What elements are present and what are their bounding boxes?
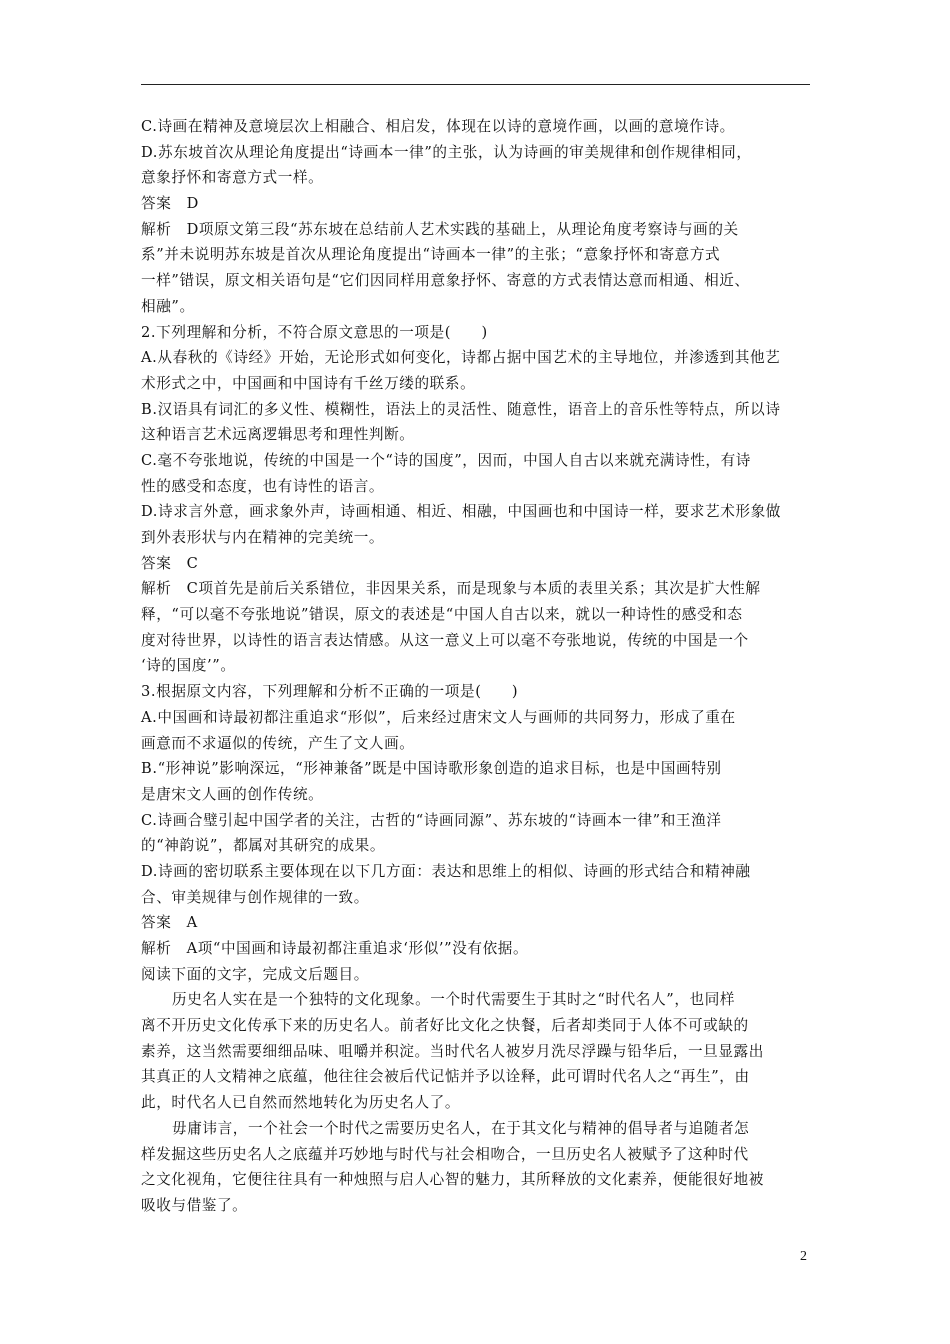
text-line: 画意而不求逼似的传统，产生了文人画。 (141, 734, 415, 752)
instruction-line: 阅读下面的文字，完成文后题目。 (141, 965, 369, 983)
passage-line: 吸收与借鉴了。 (141, 1196, 248, 1214)
text-line: 到外表形状与内在精神的完美统一。 (141, 529, 385, 546)
analysis-line: 解析 D项原文第三段“苏东坡在总结前人艺术实践的基础上，从理论角度考察诗与画的关 (141, 220, 739, 238)
text-line: C.诗画合璧引起中国学者的关注，古哲的“诗画同源”、苏东坡的“诗画本一律”和王渔洋 (141, 811, 722, 829)
answer-line: 答案 D (141, 195, 199, 213)
passage-line: 离不开历史文化传承下来的历史名人。前者好比文化之快餐，后者却类同于人体不可或缺的 (141, 1017, 749, 1035)
text-line: 是唐宋文人画的创作传统。 (141, 785, 324, 803)
text-line: 一样”错误，原文相关语句是“它们因同样用意象抒怀、寄意的方式表情达意而相通、相近、 (141, 272, 750, 290)
analysis-line: 解析 C项首先是前后关系错位，非因果关系，而是现象与本质的表里关系；其次是扩大性解 (141, 580, 761, 598)
text-line: C.诗画在精神及意境层次上相融合、相启发，体现在以诗的意境作画，以画的意境作诗。 (141, 118, 735, 135)
text-line: C.毫不夸张地说，传统的中国是一个“诗的国度”，因而，中国人自古以来就充满诗性，有诗 (141, 451, 751, 469)
analysis-line: 解析 A项“中国画和诗最初都注重追求‘形似’”没有依据。 (141, 940, 529, 957)
document-body (141, 114, 813, 1219)
text-line: 释，“可以毫不夸张地说”错误，原文的表述是“中国人自古以来，就以一种诗性的感受和态 (141, 606, 743, 624)
passage-line: 样发掘这些历史名人之底蕴并巧妙地与时代与社会相吻合，一旦历史名人被赋予了这种时代 (141, 1145, 749, 1163)
text-line: D.诗求言外意，画求象外声，诗画相通、相近、相融，中国画也和中国诗一样，要求艺术形象做 (141, 503, 781, 521)
passage-line: 此，时代名人已自然而然地转化为历史名人了。 (141, 1094, 461, 1112)
question-line: 2.下列理解和分析，不符合原文意思的一项是( ) (141, 323, 488, 341)
text-line: D.诗画的密切联系主要体现在以下几方面：表达和思维上的相似、诗画的形式结合和精神融 (141, 862, 751, 880)
text-line: 系”并未说明苏东坡是首次从理论角度提出“诗画本一律”的主张；“意象抒怀和寄意方式 (141, 246, 721, 264)
text-line: 度对待世界，以诗性的语言表达情感。从这一意义上可以毫不夸张地说，传统的中国是一个 (141, 631, 749, 649)
passage-line: 素养，这当然需要细细品味、咀嚼并积淀。当时代名人被岁月洗尽浮躁与铅华后，一旦显露出 (141, 1042, 764, 1060)
passage-line: 历史名人实在是一个独特的文化现象。一个时代需要生于其时之“时代名人”，也同样 (172, 991, 736, 1009)
text-line: 相融”。 (141, 297, 195, 315)
passage-line: 毋庸讳言，一个社会一个时代之需要历史名人，在于其文化与精神的倡导者与追随者怎 (172, 1119, 750, 1137)
page-number: 2 (800, 1249, 807, 1264)
text-line: 这种语言艺术远离逻辑思考和理性判断。 (141, 426, 415, 444)
answer-line: 答案 C (141, 554, 199, 572)
text-line: 意象抒怀和寄意方式一样。 (141, 169, 324, 187)
text-line: B.“形神说”影响深远，“形神兼备”既是中国诗歌形象创造的追求目标，也是中国画特别 (141, 760, 722, 778)
text-line: A.中国画和诗最初都注重追求“形似”，后来经过唐宋文人与画师的共同努力，形成了重在 (141, 708, 736, 726)
text-line: 合、审美规律与创作规律的一致。 (141, 888, 369, 906)
text-line: D.苏东坡首次从理论角度提出“诗画本一律”的主张，认为诗画的审美规律和创作规律相同， (141, 143, 752, 161)
header-rule (141, 84, 810, 85)
text-line: 术形式之中，中国画和中国诗有千丝万缕的联系。 (141, 374, 476, 392)
text-line: A.从春秋的《诗经》开始，无论形式如何变化，诗都占据中国艺术的主导地位，并渗透到其他艺 (141, 349, 781, 367)
passage-line: 其真正的人文精神之底蕴，他往往会被后代记惦并予以诠释，此可谓时代名人之“再生”，由 (141, 1068, 750, 1086)
text-line: 的“神韵说”，都属对其研究的成果。 (141, 837, 386, 855)
answer-line: 答案 A (141, 914, 198, 932)
passage-line: 之文化视角，它便往往具有一种烛照与启人心智的魅力，其所释放的文化素养，便能很好地被 (141, 1171, 764, 1189)
question-line: 3.根据原文内容，下列理解和分析不正确的一项是( ) (141, 683, 519, 701)
text-line: 性的感受和态度，也有诗性的语言。 (141, 477, 385, 495)
text-line: ‘诗的国度’”。 (141, 657, 236, 675)
text-line: B.汉语具有词汇的多义性、模糊性，语法上的灵活性、随意性，语音上的音乐性等特点，所以诗 (141, 400, 781, 418)
